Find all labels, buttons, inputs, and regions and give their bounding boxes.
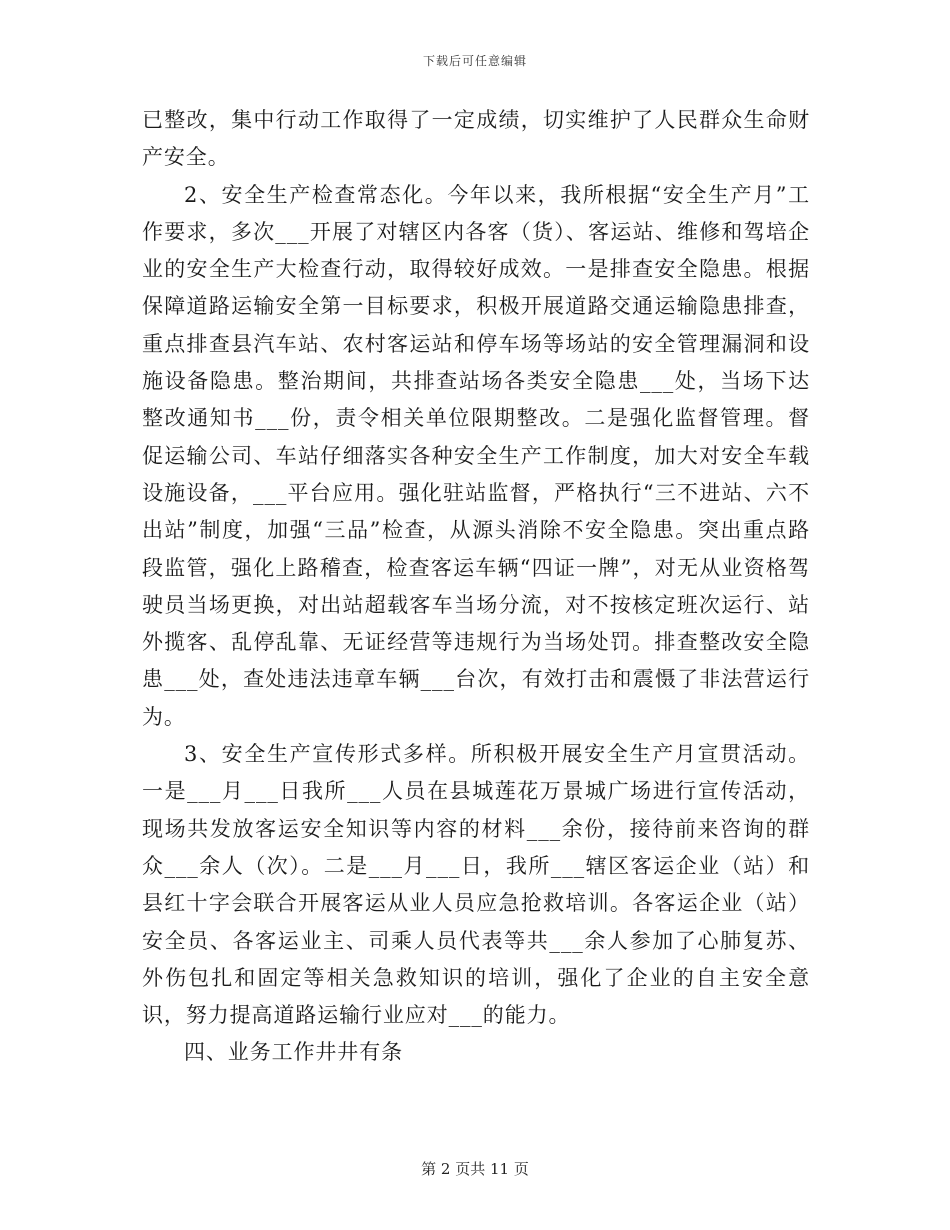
paragraph-continuation: 已整改，集中行动工作取得了一定成绩，切实维护了人民群众生命财产安全。 bbox=[142, 108, 810, 170]
page-footer: 第 2 页共 11 页 bbox=[421, 1160, 529, 1178]
page-header: 下载后可任意编辑 bbox=[422, 54, 527, 68]
paragraph-safety-publicity: 3、安全生产宣传形式多样。所积极开展安全生产月宣贯活动。一是___月___日我所___人员在县城莲花万景城广场进行宣传活动，现场共发放客运安全知识等内容的材料___余份，接待前来咨询的群众___余人（次）。二是___月___日，我所___辖区客运企业（站）和县红十字会联合开展客运从业人员应急抢救培训。各客运企业（站）安全员、各客运业主、司乘人员代表等共___余人参加了心肺复苏、外伤包扎和固定等相关急救知识的培训，强化了企业的自主安全意识，努力提高道路运输行业应对___的能力。 bbox=[142, 742, 810, 1028]
section-heading-business: 四、业务工作井井有条 bbox=[184, 1040, 403, 1065]
document-body bbox=[142, 102, 810, 1072]
paragraph-safety-inspection: 2、安全生产检查常态化。今年以来，我所根据“安全生产月”工作要求，多次___开展了对辖区内各客（货）、客运站、维修和驾培企业的安全生产大检查行动，取得较好成效。一是排查安全隐患。根据保障道路运输安全第一目标要求，积极开展道路交通运输隐患排查，重点排查县汽车站、农村客运站和停车场等场站的安全管理漏洞和设施设备隐患。整治期间，共排查站场各类安全隐患___处，当场下达整改通知书___份，责令相关单位限期整改。二是强化监督管理。督促运输公司、车站仔细落实各种安全生产工作制度，加大对安全车载设施设备，___平台应用。强化驻站监督，严格执行“三不进站、六不出站”制度，加强“三品”检查，从源头消除不安全隐患。突出重点路段监管，强化上路稽查，检查客运车辆“四证一牌”，对无从业资格驾驶员当场更换，对出站超载客车当场分流，对不按核定班次运行、站外揽客、乱停乱靠、无证经营等违规行为当场处罚。排查整改安全隐患___处，查处违法违章车辆___台次，有效打击和震慑了非法营运行为。 bbox=[142, 182, 810, 729]
